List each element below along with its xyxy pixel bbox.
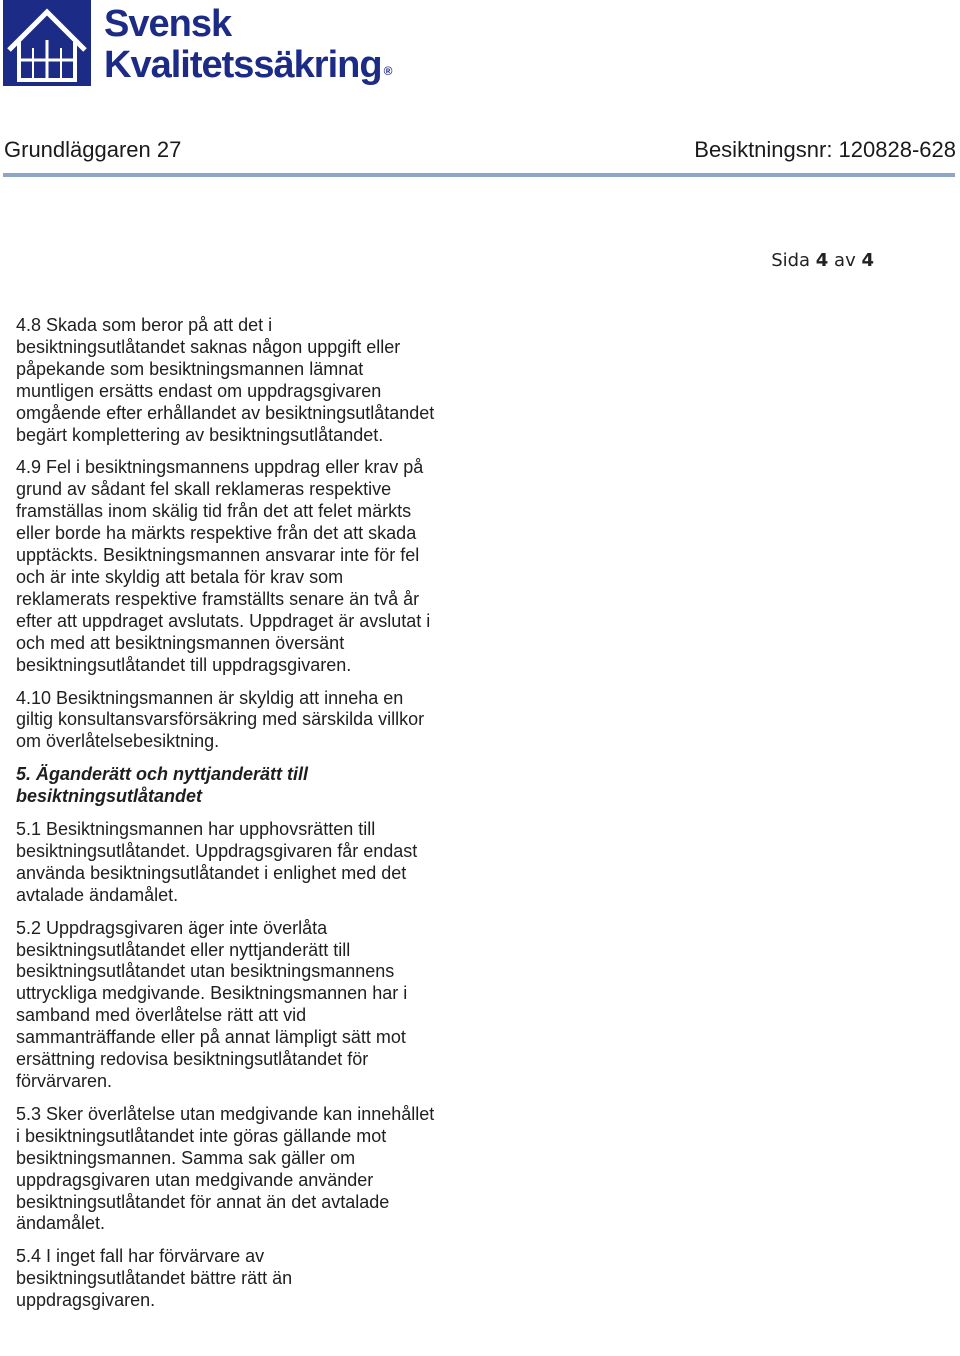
section-heading-5: 5. Äganderätt och nyttjanderätt till besiktningsutlåtandet (16, 764, 309, 807)
paragraph-5-1: 5.1 Besiktningsmannen har upphovsrätten till besiktningsutlåtandet. Uppdragsgivaren får endast använda besiktningsutlåtandet i enlighet med det avtalade ändamålet. (16, 819, 418, 905)
page-prefix: Sida (771, 250, 816, 271)
logo-wordmark (104, 4, 392, 86)
page-total: 4 (861, 250, 874, 271)
logo-line-1: Svensk (104, 3, 232, 45)
paragraph-4-9: 4.9 Fel i besiktningsmannens uppdrag eller krav på grund av sådant fel skall reklameras respektive framställas inom skälig tid från det att felet märkts eller borde ha märkts respektive från det att skada upptäckts. Besiktningsmannen ansvarar inte för fel och är inte skyldig att betala för krav som reklamerats respektive framställts senare än två år efter att uppdraget avslutats. Uppdraget är avslutat i och med att besiktningsmannen översänt besiktningsutlåtandet till uppdragsgivaren. (16, 457, 431, 675)
house-logo-icon (3, 0, 91, 86)
paragraph-5-4: 5.4 I inget fall har förvärvare av besiktningsutlåtandet bättre rätt än uppdragsgivaren. (16, 1246, 293, 1311)
page-separator: av (828, 250, 862, 271)
paragraph-5-2: 5.2 Uppdragsgivaren äger inte överlåta besiktningsutlåtandet eller nyttjanderätt till besiktningsutlåtandet utan besiktningsmannens uttryckliga medgivande. Besiktningsmannen har i samband med överlåtelse rätt att vid sammanträffande eller på annat lämpligt sätt mot ersättning redovisa besiktningsutlåtandet för förvärvaren. (16, 917, 408, 1091)
paragraph-4-8: 4.8 Skada som beror på att det i besiktningsutlåtandet saknas någon uppgift eller påpekande som besiktningsmannen lämnat muntligen ersätts endast om uppdragsgivaren omgående efter erhållandet av besiktningsutlåtandet begärt komplettering av besiktningsutlåtandet. (16, 315, 435, 445)
page-current: 4 (815, 250, 829, 271)
page-number (771, 250, 874, 271)
company-logo (3, 0, 443, 90)
paragraph-4-10: 4.10 Besiktningsmannen är skyldig att inneha en giltig konsultansvarsförsäkring med särskilda villkor om överlåtelsebesiktning. (16, 687, 425, 752)
paragraph-5-3: 5.3 Sker överlåtelse utan medgivande kan innehållet i besiktningsutlåtandet inte göras gällande mot besiktningsmannen. Samma sak gäller om uppdragsgivaren utan medgivande använder besiktningsutlåtandet för annat än det avtalade ändamålet. (16, 1103, 435, 1234)
logo-line-2-text: Kvalitetssäkring (104, 44, 382, 86)
header-divider (3, 173, 955, 177)
document-body (16, 315, 436, 1323)
property-address: Grundläggaren 27 (4, 137, 182, 162)
logo-line-2 (104, 44, 392, 86)
registered-mark: ® (383, 64, 393, 78)
inspection-number: Besiktningsnr: 120828-628 (694, 137, 956, 162)
